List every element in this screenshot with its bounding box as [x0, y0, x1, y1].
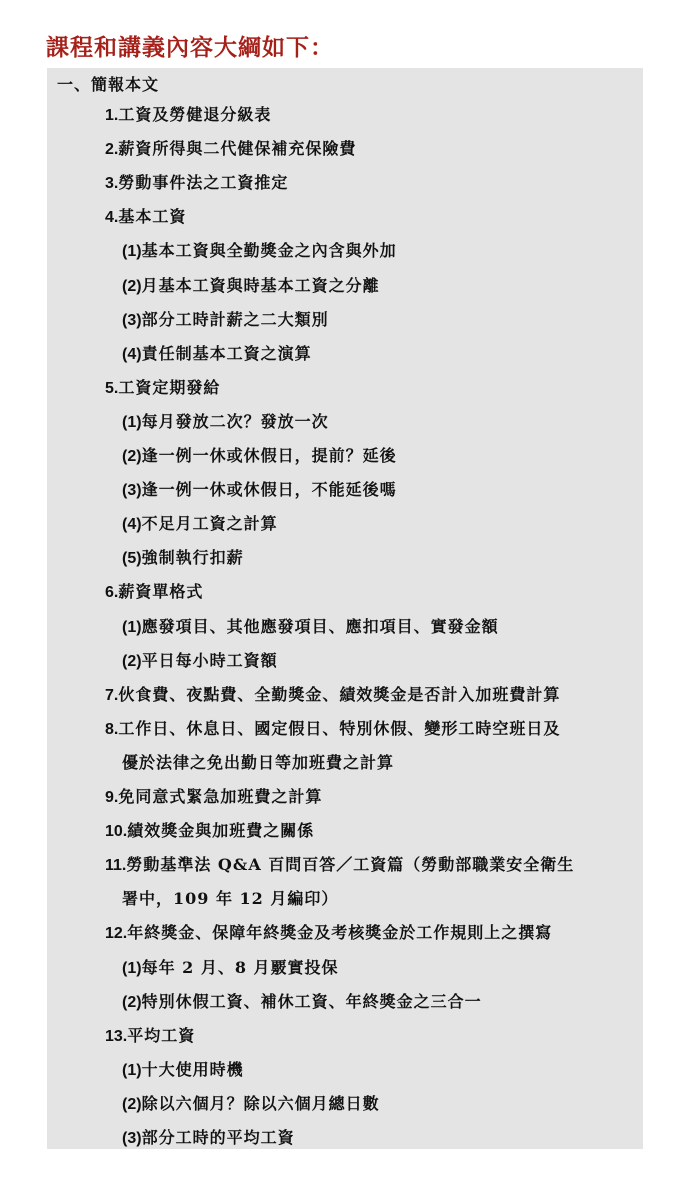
outline-item-number: (1): [122, 618, 142, 636]
outline-item-text: 勞動基準法 Q&A 百問百答／工資篇（勞動部職業安全衛生: [126, 855, 575, 875]
outline-item-number: (1): [122, 413, 142, 431]
outline-item-text: 薪資單格式: [118, 582, 204, 602]
outline-item-text: 勞動事件法之工資推定: [118, 173, 289, 193]
outline-item-number: 12.: [105, 925, 128, 943]
outline-item-text: 逢一例一休或休假日，提前？延後: [141, 446, 397, 465]
outline-item-text: 免同意式緊急加班費之計算: [118, 787, 323, 806]
outline-item: [122, 405, 329, 439]
outline-item-text: 署中，109 年 12 月編印）: [122, 889, 339, 909]
outline-item: [105, 200, 186, 234]
outline-item: [105, 98, 271, 132]
outline-item-text: 逢一例一休或休假日，不能延後嗎: [141, 480, 397, 500]
outline-item-number: (1): [122, 243, 142, 261]
outline-item-text: 績效獎金與加班費之關係: [127, 821, 315, 841]
outline-item-text: 不足月工資之計算: [141, 514, 278, 534]
outline-item: [122, 507, 278, 541]
outline-item: [122, 1087, 380, 1121]
outline-item: [105, 712, 560, 746]
section-title: 一、簡報本文: [57, 75, 160, 94]
outline-item-text: 優於法律之免出勤日等加班費之計算: [122, 752, 395, 772]
outline-item: [105, 132, 356, 166]
outline-item: [122, 985, 482, 1019]
outline-item: [105, 916, 552, 950]
outline-item-number: (5): [122, 550, 142, 568]
outline-item: [105, 1019, 195, 1053]
outline-item-number: (3): [122, 311, 142, 329]
outline-item-text: 強制執行扣薪: [141, 548, 244, 568]
outline-item-number: (3): [122, 482, 142, 500]
outline-item-number: (4): [122, 516, 142, 534]
outline-item-number: (2): [122, 993, 142, 1011]
outline-item: [122, 269, 380, 303]
outline-item-text: 工資及勞健退分級表: [118, 105, 272, 124]
outline-panel: [47, 68, 643, 1149]
outline-item-number: 2.: [105, 141, 119, 159]
outline-item-number: 5.: [105, 379, 119, 397]
outline-item-text: 年終獎金、保障年終獎金及考核獎金於工作規則上之撰寫: [127, 923, 553, 943]
outline-item: [105, 780, 322, 814]
outline-item-number: (1): [122, 959, 142, 977]
outline-item: [122, 337, 312, 371]
outline-item-number: 8.: [105, 720, 119, 738]
outline-item-continuation: [122, 882, 338, 916]
outline-item-number: 1.: [105, 107, 119, 124]
outline-item-text: 責任制基本工資之演算: [141, 343, 312, 363]
outline-item-text: 部分工時計薪之二大類別: [141, 309, 329, 329]
outline-item-text: 十大使用時機: [141, 1059, 244, 1079]
outline-item-text: 平均工資: [127, 1025, 196, 1045]
outline-item-number: (2): [122, 1095, 142, 1113]
outline-item-number: 11.: [105, 857, 127, 875]
outline-item-number: (2): [122, 277, 142, 295]
outline-item: [105, 848, 574, 882]
outline-item-number: 9.: [105, 789, 119, 806]
outline-item: [122, 234, 397, 268]
outline-item-number: 4.: [105, 209, 119, 227]
outline-item-number: (2): [122, 652, 142, 670]
outline-item: [122, 1053, 244, 1087]
outline-item-text: 特別休假工資、補休工資、年終獎金之三合一: [141, 991, 482, 1011]
outline-item-continuation: [122, 746, 394, 780]
outline-item-text: 月基本工資與時基本工資之分離: [141, 275, 380, 295]
outline-item: [122, 1121, 295, 1155]
outline-item: [122, 610, 499, 644]
outline-item: [105, 678, 560, 712]
outline-item-number: 6.: [105, 584, 119, 602]
outline-item-text: 平日每小時工資額: [141, 650, 278, 670]
outline-item-text: 每月發放二次？發放一次: [141, 411, 329, 431]
outline-item: [105, 575, 203, 609]
outline-item: [105, 814, 314, 848]
outline-item-number: (2): [122, 448, 142, 465]
outline-item-text: 薪資所得與二代健保補充保險費: [118, 139, 357, 159]
outline-item-number: 3.: [105, 175, 119, 193]
outline-item-text: 除以六個月？除以六個月總日數: [141, 1093, 380, 1113]
outline-item: [122, 541, 244, 575]
page-heading: 課程和講義內容大綱如下：: [46, 35, 334, 61]
outline-item: [122, 644, 278, 678]
outline-item-number: 7.: [105, 686, 119, 704]
outline-item-text: 部分工時的平均工資: [141, 1128, 295, 1147]
outline-item-text: 每年 2 月、8 月覈實投保: [141, 957, 339, 977]
outline-item-number: (3): [122, 1130, 142, 1147]
outline-item: [122, 303, 329, 337]
outline-item: [105, 166, 288, 200]
outline-item-number: 13.: [105, 1027, 128, 1045]
outline-item-text: 工資定期發給: [118, 377, 221, 397]
outline-item: [122, 473, 397, 507]
outline-item: [122, 951, 339, 985]
outline-item: [122, 439, 397, 473]
outline-item: [105, 371, 220, 405]
outline-item-text: 基本工資與全勤獎金之內含與外加: [141, 241, 397, 261]
outline-item-text: 基本工資: [118, 207, 187, 227]
outline-item-number: 10.: [105, 823, 128, 841]
outline-item-number: (4): [122, 345, 142, 363]
outline-item-text: 工作日、休息日、國定假日、特別休假、變形工時空班日及: [118, 718, 561, 738]
outline-item-number: (1): [122, 1061, 142, 1079]
outline-item-text: 伙食費、夜點費、全勤獎金、績效獎金是否計入加班費計算: [118, 684, 561, 704]
outline-item-text: 應發項目、其他應發項目、應扣項目、實發金額: [141, 616, 499, 636]
